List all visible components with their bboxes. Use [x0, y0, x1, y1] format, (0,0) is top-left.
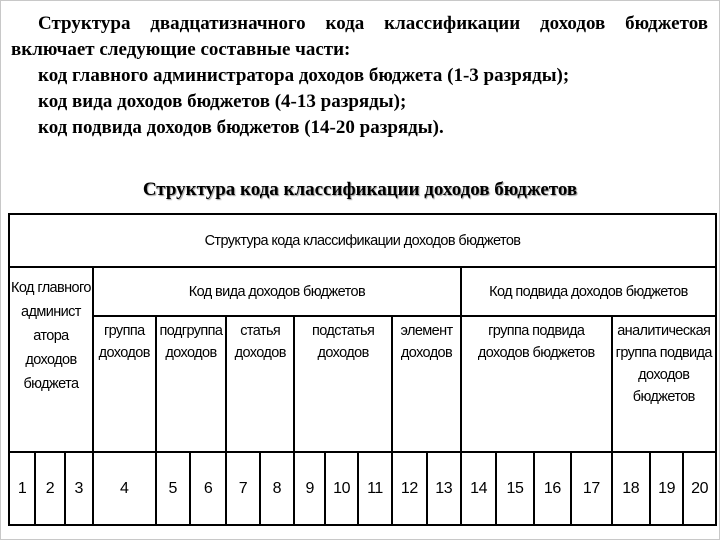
kind-subgroup-header: подгруппа доходов — [156, 316, 227, 452]
digit-cell: 13 — [427, 452, 461, 525]
digit-cell: 1 — [9, 452, 35, 525]
digit-cell: 16 — [534, 452, 571, 525]
list-item-kind-code: код вида доходов бюджетов (4-13 разряды); — [38, 91, 407, 112]
digit-cell: 15 — [496, 452, 533, 525]
table-digit-row — [9, 452, 716, 525]
intro-paragraph: Структура двадцатизначного кода классификации доходов бюджетов включает следующие составные части: — [11, 13, 708, 60]
digit-cell: 7 — [226, 452, 259, 525]
digit-cell: 14 — [461, 452, 496, 525]
kind-article-header: статья доходов — [226, 316, 294, 452]
section-heading: Структура кода классификации доходов бюджетов — [142, 179, 578, 200]
list-item-admin-code: код главного администратора доходов бюджета (1-3 разряды); — [38, 65, 570, 86]
digit-cell: 12 — [392, 452, 426, 525]
kind-subarticle-header: подстатья доходов — [294, 316, 392, 452]
digit-cell: 6 — [190, 452, 226, 525]
digit-cell: 4 — [93, 452, 156, 525]
digit-cell: 10 — [325, 452, 357, 525]
admin-code-header: Код главного админист атора доходов бюджета — [9, 267, 93, 452]
digit-cell: 9 — [294, 452, 325, 525]
code-structure-table — [8, 213, 717, 526]
table-subheader-row — [9, 316, 716, 452]
subkind-analytic-header: аналитическая группа подвида доходов бюджетов — [612, 316, 716, 452]
table-title-row — [9, 214, 716, 267]
kind-code-header: Код вида доходов бюджетов — [93, 267, 461, 316]
subkind-code-header: Код подвида доходов бюджетов — [461, 267, 716, 316]
table-group-row — [9, 267, 716, 316]
digit-cell: 19 — [650, 452, 683, 525]
kind-group-header: группа доходов — [93, 316, 156, 452]
digit-cell: 8 — [260, 452, 294, 525]
kind-element-header: элемент доходов — [392, 316, 461, 452]
digit-cell: 2 — [35, 452, 64, 525]
list-item-subkind-code: код подвида доходов бюджетов (14-20 разряды). — [38, 117, 444, 138]
table-title: Структура кода классификации доходов бюджетов — [9, 214, 716, 267]
digit-cell: 3 — [65, 452, 93, 525]
subkind-group-header: группа подвида доходов бюджетов — [461, 316, 612, 452]
digit-cell: 5 — [156, 452, 190, 525]
digit-cell: 17 — [571, 452, 611, 525]
digit-cell: 18 — [612, 452, 650, 525]
digit-cell: 20 — [683, 452, 716, 525]
intro-text — [11, 11, 708, 141]
digit-cell: 11 — [358, 452, 392, 525]
